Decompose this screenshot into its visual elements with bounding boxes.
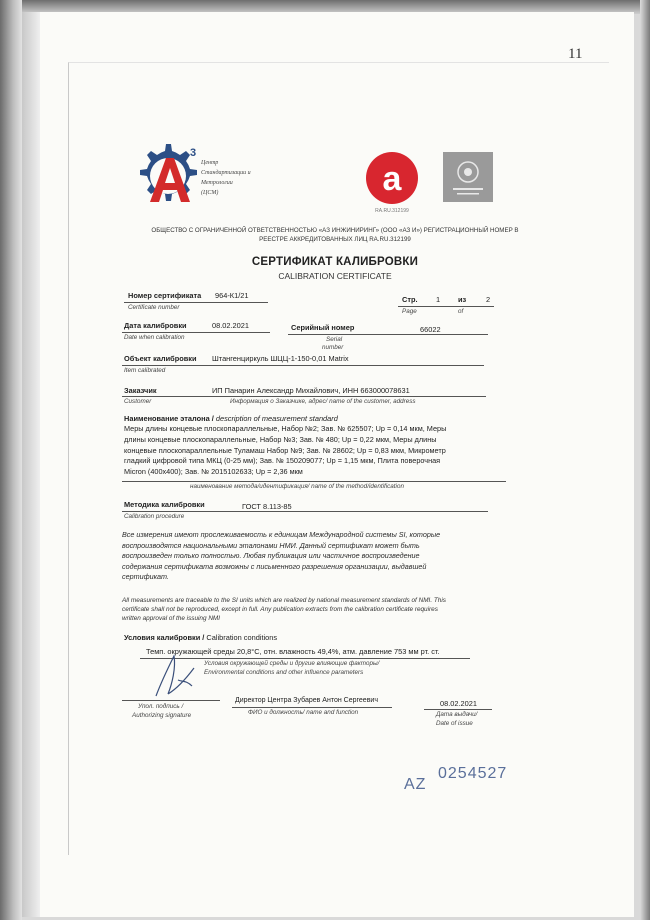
method-label: Методика калибровки (124, 500, 205, 509)
signatory-name: Директор Центра Зубарев Антон Сергеевич (235, 697, 378, 704)
signatory-caption: ФИО и должность/ name and function (248, 709, 359, 716)
serial-sub-2: number (322, 344, 344, 351)
standard-heading-en: description of measurement standard (215, 414, 338, 423)
seal-icon (443, 152, 493, 202)
page-number: 11 (568, 46, 583, 62)
handwritten-signature (148, 650, 208, 702)
issue-date: 08.02.2021 (440, 699, 477, 708)
page-of-sub: of (458, 308, 464, 315)
serial-label: Серийный номер (291, 323, 355, 332)
object-label: Объект калибровки (124, 354, 197, 363)
customer-value: ИП Панарин Александр Михайлович, ИНН 663000078631 (212, 386, 410, 395)
traceability-en: All measurements are traceable to the SI units which are realized by national measurement standards of NMI. This certificate shall not be reproduced, except in full. Any publication extracts from the calibration certificate requires written approval of the issuing NMI (122, 597, 446, 623)
issue-date-caption-en: Date of issue (436, 720, 473, 727)
method-value: ГОСТ 8.113-85 (242, 502, 292, 511)
title-ru: СЕРТИФИКАТ КАЛИБРОВКИ (251, 256, 419, 268)
accreditation-mark (364, 150, 420, 206)
calibration-date-sub: Date when calibration (124, 334, 185, 341)
logo-superscript: 3 (190, 147, 197, 159)
object-sub: Item calibrated (124, 367, 166, 374)
method-sub: Calibration procedure (124, 513, 185, 520)
customer-sub: Customer (124, 398, 152, 405)
serial-value: 66022 (420, 325, 441, 334)
stamp-number: 0254527 (438, 765, 508, 782)
issue-date-caption-ru: Дата выдачи/ (436, 711, 478, 718)
calibration-date-label: Дата калибровки (124, 321, 187, 330)
authorizing-signature-en: Authorizing signature (132, 712, 192, 719)
page-total: 2 (486, 295, 491, 304)
conditions-caption-1: Условия окружающей среды и другие влияющие факторы/ (204, 660, 380, 667)
accreditation-letter: a (382, 160, 402, 198)
logo-caption: Центр Стандартизации и Метрологии (ЦСМ) (201, 160, 251, 196)
authorizing-signature-ru: Упол. подпись / (138, 703, 184, 710)
page-label: Стр. (402, 295, 418, 304)
object-value: Штангенциркуль ШЦЦ-1-150-0,01 Matrix (212, 354, 349, 363)
standard-heading-ru: Наименование эталона / (124, 414, 214, 423)
page-current: 1 (436, 295, 441, 304)
standard-caption: наименование метода/идентификация/ name of the method/identification (190, 483, 404, 490)
serial-sub-1: Serial (326, 336, 343, 343)
conditions-value: Темп. окружающей среды 20,8°С, отн. влажность 49,4%, атм. давление 753 мм рт. ст. (146, 647, 440, 656)
certificate-number-sub: Certificate number (128, 304, 180, 311)
accreditation-reg: RA.RU.312199 (375, 208, 409, 214)
certificate-number-value: 964-К1/21 (215, 291, 249, 300)
title-en: CALIBRATION CERTIFICATE (278, 271, 392, 281)
organization-name: ОБЩЕСТВО С ОГРАНИЧЕННОЙ ОТВЕТСТВЕННОСТЬЮ «АЗ ИНЖИНИРИНГ» (ООО «АЗ И») РЕГИСТРАЦИОННЫЙ НОМЕР В РЕЕСТРЕ АККРЕДИТОВАННЫХ ЛИЦ RA.RU.312199 (151, 227, 519, 243)
customer-caption: Информация о Заказчике, адрес/ name of the customer, address (230, 398, 416, 405)
page-of-label: из (458, 295, 467, 304)
page-sub: Page (402, 308, 417, 315)
conditions-caption-2: Environmental conditions and other influence parameters (204, 669, 364, 676)
standard-section: Наименование эталона / description of measurement standard Меры длины концевые плоскопараллельные, Набор №2; Зав. № 625507; Up = 0,14 мкм, Меры длины концевые плоскопараллельные, Набор №3; Зав. № 480; Up = 0,22 мкм, Меры длины концевые плоскопараллельные Туламаш Набор №9; Зав. № 28602; Up = 0,83 мкм, Микрометр гладкий цифровой типа МКЦ (0-25 мм); Зав. № 150209077; Up = 1,15 мкм, Плита поверочная Micron (400х400); Зав. № 2015102633; Up = 2,36 мкм (124, 414, 447, 477)
csm-logo (130, 140, 202, 212)
customer-label: Заказчик (124, 386, 157, 395)
traceability-ru: Все измерения имеют прослеживаемость к единицам Международной системы SI, которые воспроизводятся национальными эталонами НМИ. Данный сертификат может быть воспроизведен только полностью. Любая публикация или частичное воспроизведение содержания сертификата возможны с письменного разрешения организации, выдавшей сертификат. (122, 530, 441, 582)
conditions-heading: Условия калибровки / Calibration conditions (124, 633, 278, 642)
calibration-date-value: 08.02.2021 (212, 321, 249, 330)
certificate-number-label: Номер сертификата (128, 291, 202, 300)
stamp-prefix: AZ (404, 776, 427, 793)
